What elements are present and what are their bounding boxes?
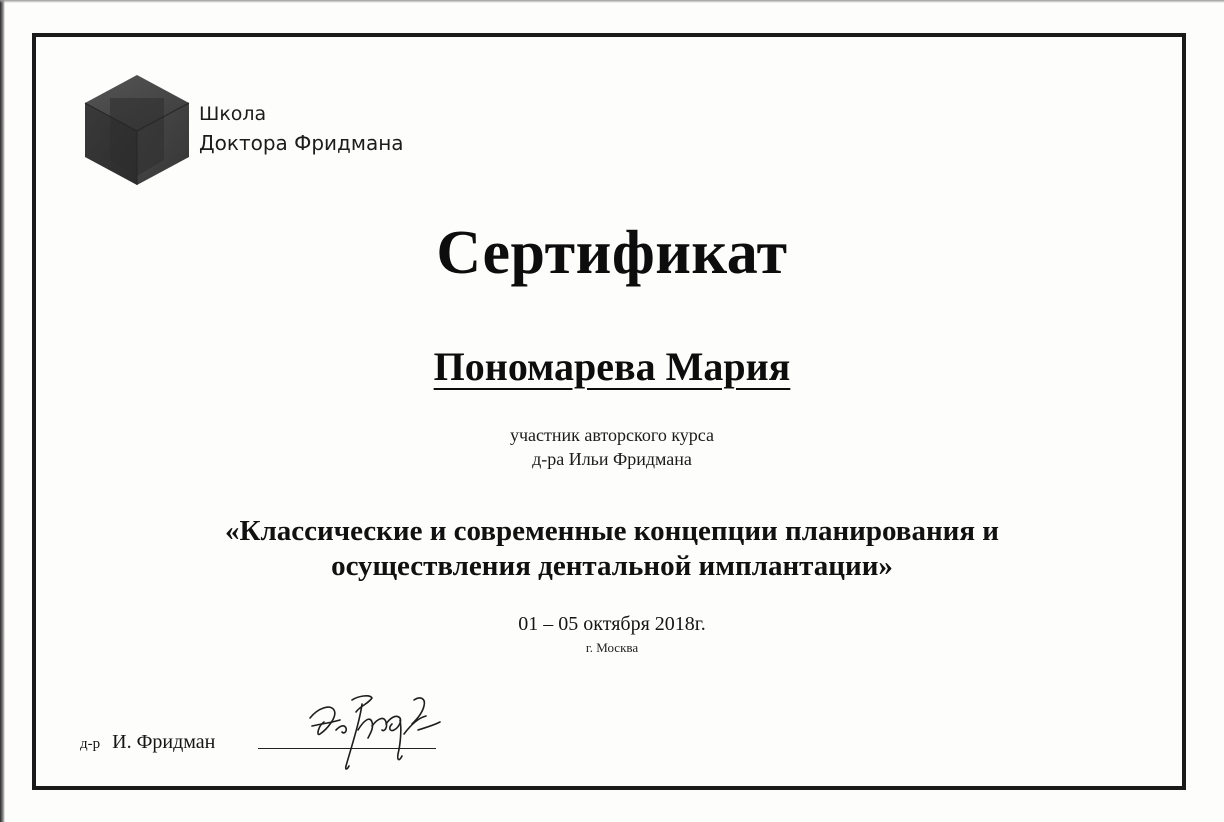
signer-prefix: д-р bbox=[80, 736, 101, 752]
school-name bbox=[199, 105, 404, 153]
school-name-line1: Школа bbox=[199, 103, 267, 125]
scan-edge-top bbox=[0, 0, 1224, 3]
handwritten-signature-icon bbox=[300, 690, 450, 775]
recipient-name bbox=[0, 344, 1224, 389]
certificate-title: Сертификат bbox=[436, 219, 788, 287]
subtitle-line1: участник авторского курса bbox=[509, 425, 715, 445]
signer-name: И. Фридман bbox=[112, 731, 216, 753]
signer bbox=[80, 732, 215, 752]
course-title bbox=[0, 514, 1224, 584]
school-name-line2: Доктора Фридмана bbox=[199, 131, 404, 155]
hexagon-cube-logo-icon bbox=[84, 74, 190, 186]
recipient-name-text: Пономарева Мария bbox=[433, 344, 791, 389]
course-title-line1: «Классические и современные концепции планирования и bbox=[224, 515, 1000, 547]
scan-edge-left bbox=[0, 0, 5, 822]
subtitle-line2: д-ра Ильи Фридмана bbox=[532, 449, 692, 469]
course-title-line2: осуществления дентальной имплантации» bbox=[331, 550, 893, 582]
course-dates: 01 – 05 октября 2018г. bbox=[518, 613, 706, 635]
course-city: г. Москва bbox=[585, 640, 639, 655]
participant-description bbox=[0, 423, 1224, 471]
